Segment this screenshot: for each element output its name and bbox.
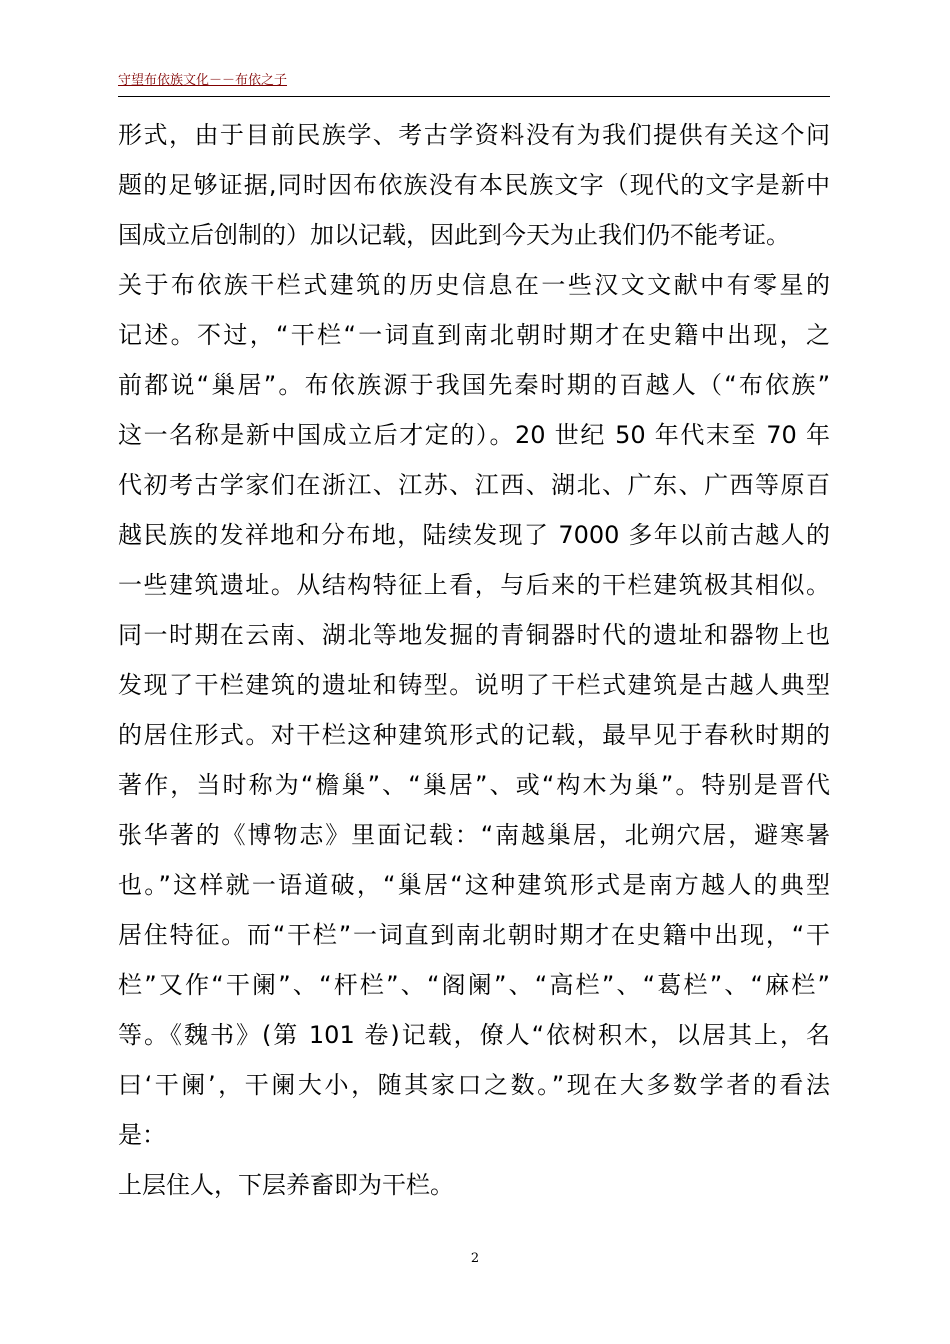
paragraph-line: 也。”这样就一语道破，“巢居“这种建筑形式是南方越人的典型: [118, 871, 830, 899]
body-text: [118, 110, 830, 1210]
paragraph-line: 张华著的《博物志》里面记载：“南越巢居，北朔穴居，避寒暑: [118, 821, 830, 849]
paragraph-line: 居住特征。而“干栏”一词直到南北朝时期才在史籍中出现，“干: [118, 921, 830, 949]
paragraph-line: 是：: [118, 1121, 166, 1149]
paragraph-line: 关于布依族干栏式建筑的历史信息在一些汉文文献中有零星的: [118, 271, 830, 299]
paragraph-line: 曰‘干阑’，干阑大小，随其家口之数。”现在大多数学者的看法: [118, 1071, 830, 1099]
paragraph-line: 题的足够证据,同时因布依族没有本民族文字（现代的文字是新中: [118, 171, 830, 199]
header-link-text[interactable]: 守望布依族文化－－布依之子: [118, 73, 288, 88]
paragraph-line: 这一名称是新中国成立后才定的）。20 世纪 50 年代末至 70 年: [118, 421, 830, 449]
paragraph-line: 国成立后创制的）加以记载，因此到今天为止我们仍不能考证。: [118, 221, 790, 249]
paragraph-line: 发现了干栏建筑的遗址和铸型。说明了干栏式建筑是古越人典型: [118, 671, 830, 699]
paragraph-line: 一些建筑遗址。从结构特征上看，与后来的干栏建筑极其相似。: [118, 571, 830, 599]
paragraph-line: 上层住人，下层养畜即为干栏。: [118, 1171, 454, 1199]
page-number: 2: [470, 1251, 480, 1266]
paragraph-line: 同一时期在云南、湖北等地发掘的青铜器时代的遗址和器物上也: [118, 621, 830, 649]
paragraph-line: 等。《魏书》(第 101 卷)记载，僚人“依树积木，以居其上，名: [118, 1021, 830, 1049]
paragraph-line: 著作，当时称为“檐巢”、“巢居”、或“构木为巢”。特别是晋代: [118, 771, 830, 799]
page-header: [118, 72, 830, 97]
paragraph-line: 栏”又作“干阑”、“杆栏”、“阁阑”、“高栏”、“葛栏”、“麻栏”: [118, 971, 830, 999]
paragraph-line: 前都说“巢居”。布依族源于我国先秦时期的百越人（“布依族”: [118, 371, 830, 399]
paragraph-line: 形式，由于目前民族学、考古学资料没有为我们提供有关这个问: [118, 121, 830, 149]
paragraph-line: 代初考古学家们在浙江、江苏、江西、湖北、广东、广西等原百: [118, 471, 830, 499]
paragraph-line: 越民族的发祥地和分布地，陆续发现了 7000 多年以前古越人的: [118, 521, 830, 549]
paragraph-line: 的居住形式。对干栏这种建筑形式的记载，最早见于春秋时期的: [118, 721, 830, 749]
paragraph-line: 记述。不过，“干栏“一词直到南北朝时期才在史籍中出现，之: [118, 321, 830, 349]
